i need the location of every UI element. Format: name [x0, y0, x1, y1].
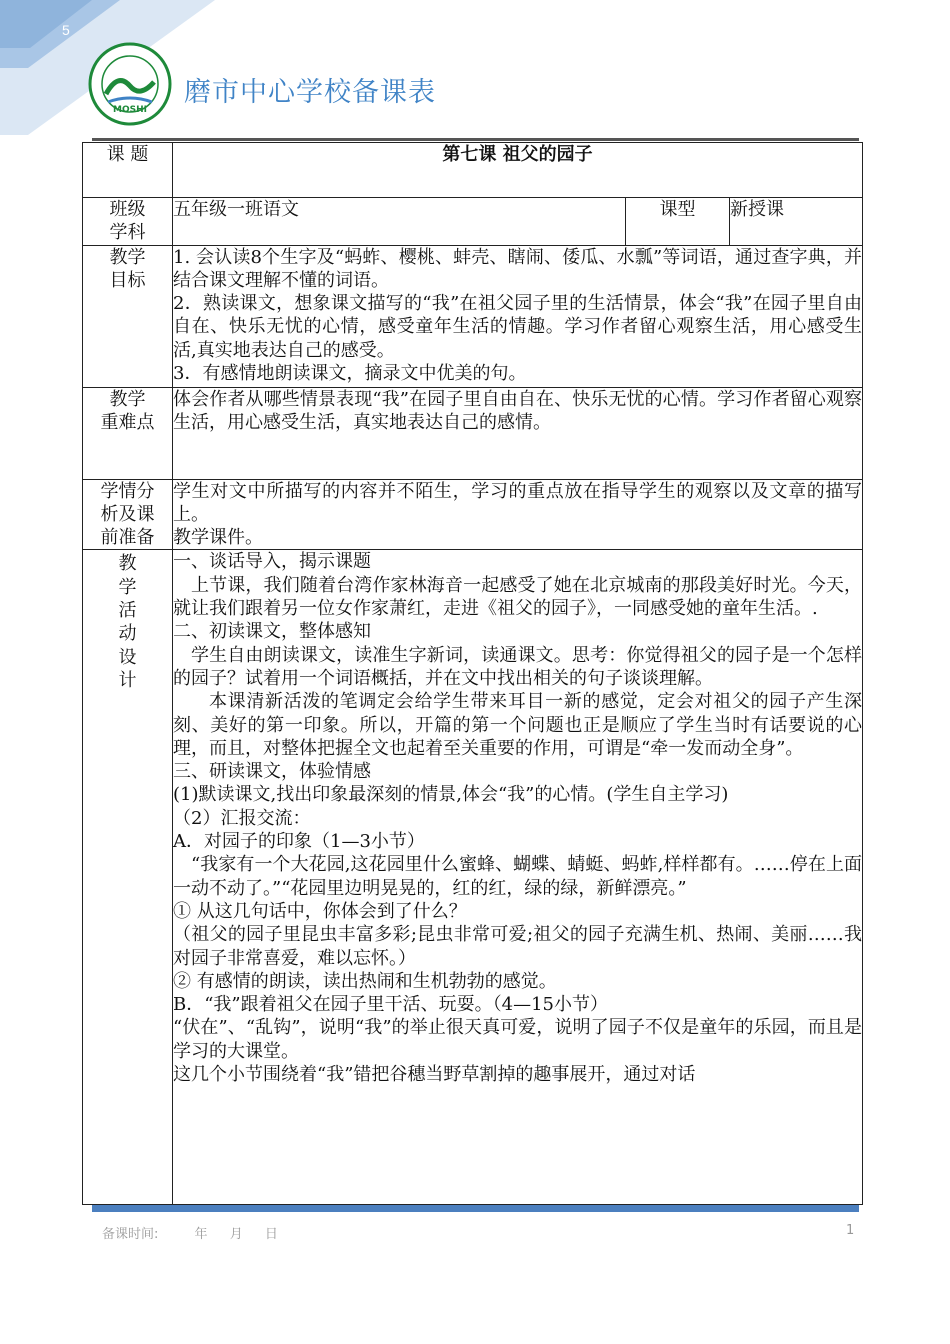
header-rule	[92, 138, 859, 141]
paragraph: ② 有感情的朗读，读出热闹和生机勃勃的感觉。	[173, 970, 557, 992]
footer-prep-time	[102, 1223, 296, 1242]
section-heading: 三、研读课文，体验情感	[173, 761, 371, 783]
page-number-top: 5	[62, 22, 70, 38]
paragraph: （祖父的园子里昆虫丰富多彩;昆虫非常可爱;祖父的园子充满生机、热闹、美丽……我对园子非常喜爱，难以忘怀。）	[173, 924, 863, 969]
class-subject-value: 五年级一班语文	[173, 198, 626, 246]
school-title: 磨市中心学校备课表	[184, 77, 436, 108]
key-points-label: 教学 重难点	[83, 387, 173, 479]
footer-bar	[92, 1205, 859, 1212]
goal-item: 2．熟读课文，想象课文描写的“我”在祖父园子里的生活情景，体会“我”在园子里自由自在、快乐无忧的心情，感受童年生活的情趣。学习作者留心观察生活，用心感受生活,真实地表达自己的感受。	[173, 293, 863, 361]
paragraph: A．对园子的印象（1—3小节）	[173, 831, 425, 853]
lesson-type-value: 新授课	[730, 198, 863, 246]
svg-text:MOSHI: MOSHI	[113, 105, 147, 115]
section-heading: 一、谈话导入，揭示课题	[173, 551, 371, 573]
day-label: 日	[264, 1227, 278, 1242]
goal-item: 1. 会认读8个生字及“蚂蚱、樱桃、蚌壳、瞎闹、倭瓜、水瓢”等词语，通过查字典，并结合课文理解不懂的词语。	[173, 246, 863, 291]
paragraph: ① 从这几句话中，你体会到了什么？	[173, 900, 467, 922]
paragraph: “伏在”、“乱钩”，说明“我”的举止很天真可爱，说明了园子不仅是童年的乐园，而且是学习的大课堂。	[173, 1017, 863, 1062]
month-label: 月	[229, 1227, 243, 1242]
footer-page-number: 1	[846, 1223, 855, 1238]
goal-item: 3．有感情地朗读课文，摘录文中优美的句。	[173, 363, 527, 385]
paragraph: 这几个小节围绕着“我”错把谷穗当野草割掉的趣事展开，通过对话	[173, 1064, 696, 1086]
paragraph: 上节课，我们随着台湾作家林海音一起感受了她在北京城南的那段美好时光。今天，就让我们跟着另一位女作家萧红，走进《祖父的园子》，一同感受她的童年生活。.	[173, 574, 863, 620]
section-heading: 二、初读课文，整体感知	[173, 621, 371, 643]
prep-item: 学生对文中所描写的内容并不陌生，学习的重点放在指导学生的观察以及文章的描写上。	[173, 480, 863, 525]
school-logo	[88, 42, 172, 126]
lesson-title: 第七课 祖父的园子	[173, 143, 863, 198]
lesson-plan-table	[82, 142, 863, 1205]
prep-item: 教学课件。	[173, 527, 263, 549]
paragraph: B．“我”跟着祖父在园子里干活、玩耍。（4—15小节）	[173, 994, 608, 1016]
paragraph: 学生自由朗读课文，读准生字新词，读通课文。思考：你觉得祖父的园子是一个怎样的园子？试着用一个词语概括，并在文中找出相关的句子谈谈理解。	[173, 644, 863, 689]
key-points: 体会作者从哪些情景表现“我”在园子里自由自在、快乐无忧的心情。学习作者留心观察生活，用心感受生活，真实地表达自己的感情。	[173, 387, 863, 479]
activity-design-label: 教 学 活 动 设 计	[83, 550, 173, 1205]
paragraph: 本课清新活泼的笔调定会给学生带来耳目一新的感觉，定会对祖父的园子产生深刻、美好的第一印象。所以，开篇的第一个问题也正是顺应了学生当时有话要说的心理，而且，对整体把握全文也起着至关重要的作用，可谓是“牵一发而动全身”。	[173, 691, 863, 759]
lesson-type-label: 课型	[626, 198, 730, 246]
year-label: 年	[194, 1227, 208, 1242]
activity-design	[173, 550, 863, 1205]
paragraph: “我家有一个大花园,这花园里什么蜜蜂、蝴蝶、蜻蜓、蚂蚱,样样都有。……停在上面一动不动了。”“花园里边明晃晃的，红的红，绿的绿，新鲜漂亮。”	[173, 854, 863, 899]
class-subject-label: 班级 学科	[83, 198, 173, 246]
goals-label: 教学 目标	[83, 245, 173, 387]
preparation-label: 学情分 析及课 前准备	[83, 479, 173, 550]
paragraph: （2）汇报交流：	[173, 807, 311, 829]
prep-time-label: 备课时间:	[102, 1227, 159, 1242]
topic-label: 课 题	[83, 143, 173, 198]
preparation	[173, 479, 863, 550]
teaching-goals	[173, 245, 863, 387]
paragraph: (1)默读课文,找出印象最深刻的情景,体会“我”的心情。(学生自主学习)	[173, 784, 729, 806]
